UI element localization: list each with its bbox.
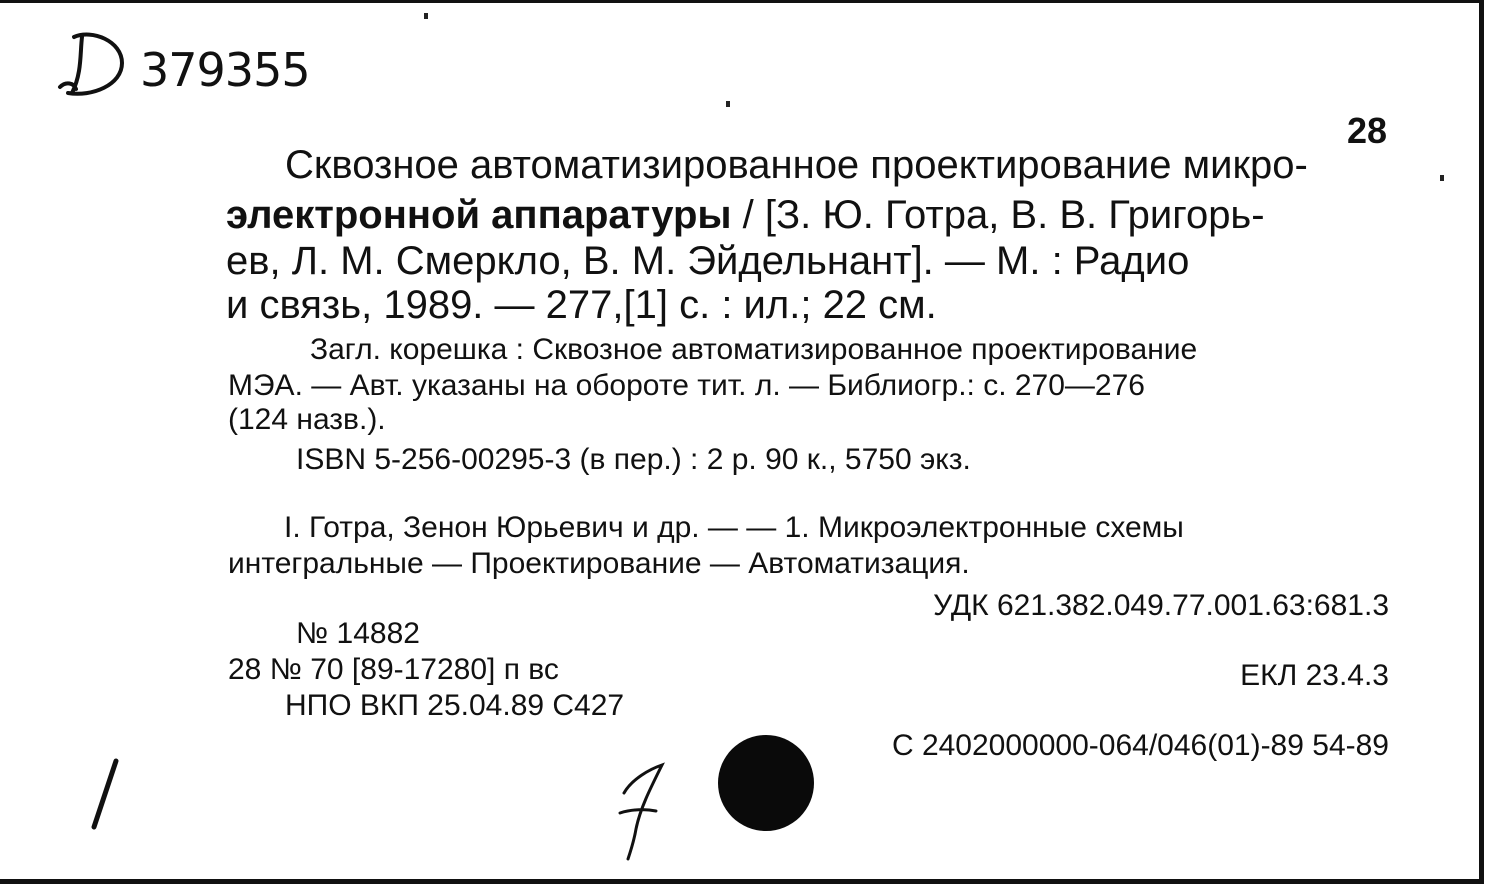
printing-line: 28 № 70 [89-17280] п вс: [228, 653, 559, 686]
order-number: № 14882: [296, 617, 420, 650]
speck: [424, 13, 428, 19]
accession-number: 379355: [140, 43, 310, 97]
speck: [1440, 175, 1444, 181]
isbn-line: ISBN 5-256-00295-3 (в пер.) : 2 р. 90 к., 5750 экз.: [296, 443, 971, 476]
handwritten-digit-mark: [610, 759, 670, 863]
udk-code: УДК 621.382.049.77.001.63:681.3: [933, 589, 1389, 622]
handwritten-stroke-mark: [80, 755, 130, 835]
title-line-4: и связь, 1989. — 277,[1] с. : ил.; 22 см.: [226, 283, 937, 327]
title-line-1: Сквозное автоматизированное проектирование микро-: [285, 143, 1308, 187]
title-line-2-authors: / [З. Ю. Готра, В. В. Григорь-: [731, 193, 1265, 237]
ekl-code: ЕКЛ 23.4.3: [1240, 659, 1389, 692]
note-line-3: (124 назв.).: [228, 403, 386, 436]
tracing-line-1: I. Готра, Зенон Юрьевич и др. — — 1. Микроэлектронные схемы: [284, 511, 1184, 544]
title-line-2: [226, 193, 1265, 237]
npo-line: НПО ВКП 25.04.89 С427: [285, 689, 625, 722]
title-line-2-bold: электронной аппаратуры: [226, 193, 732, 237]
title-line-3: ев, Л. М. Смеркло, В. М. Эйдельнант]. — М. : Радио: [226, 239, 1190, 283]
note-line-2: МЭА. — Авт. указаны на обороте тит. л. — Библиогр.: с. 270—276: [228, 369, 1145, 402]
speck: [726, 101, 730, 107]
handwritten-d-mark: [52, 23, 132, 103]
note-line-1: Загл. корешка : Сквозное автоматизированное проектирование: [310, 333, 1198, 366]
classification-code: С 2402000000-064/046(01)-89 54-89: [891, 729, 1389, 762]
tracing-line-2: интегральные — Проектирование — Автоматизация.: [228, 547, 970, 580]
punch-hole-dot: [718, 735, 814, 831]
card-number: 28: [1346, 110, 1387, 151]
